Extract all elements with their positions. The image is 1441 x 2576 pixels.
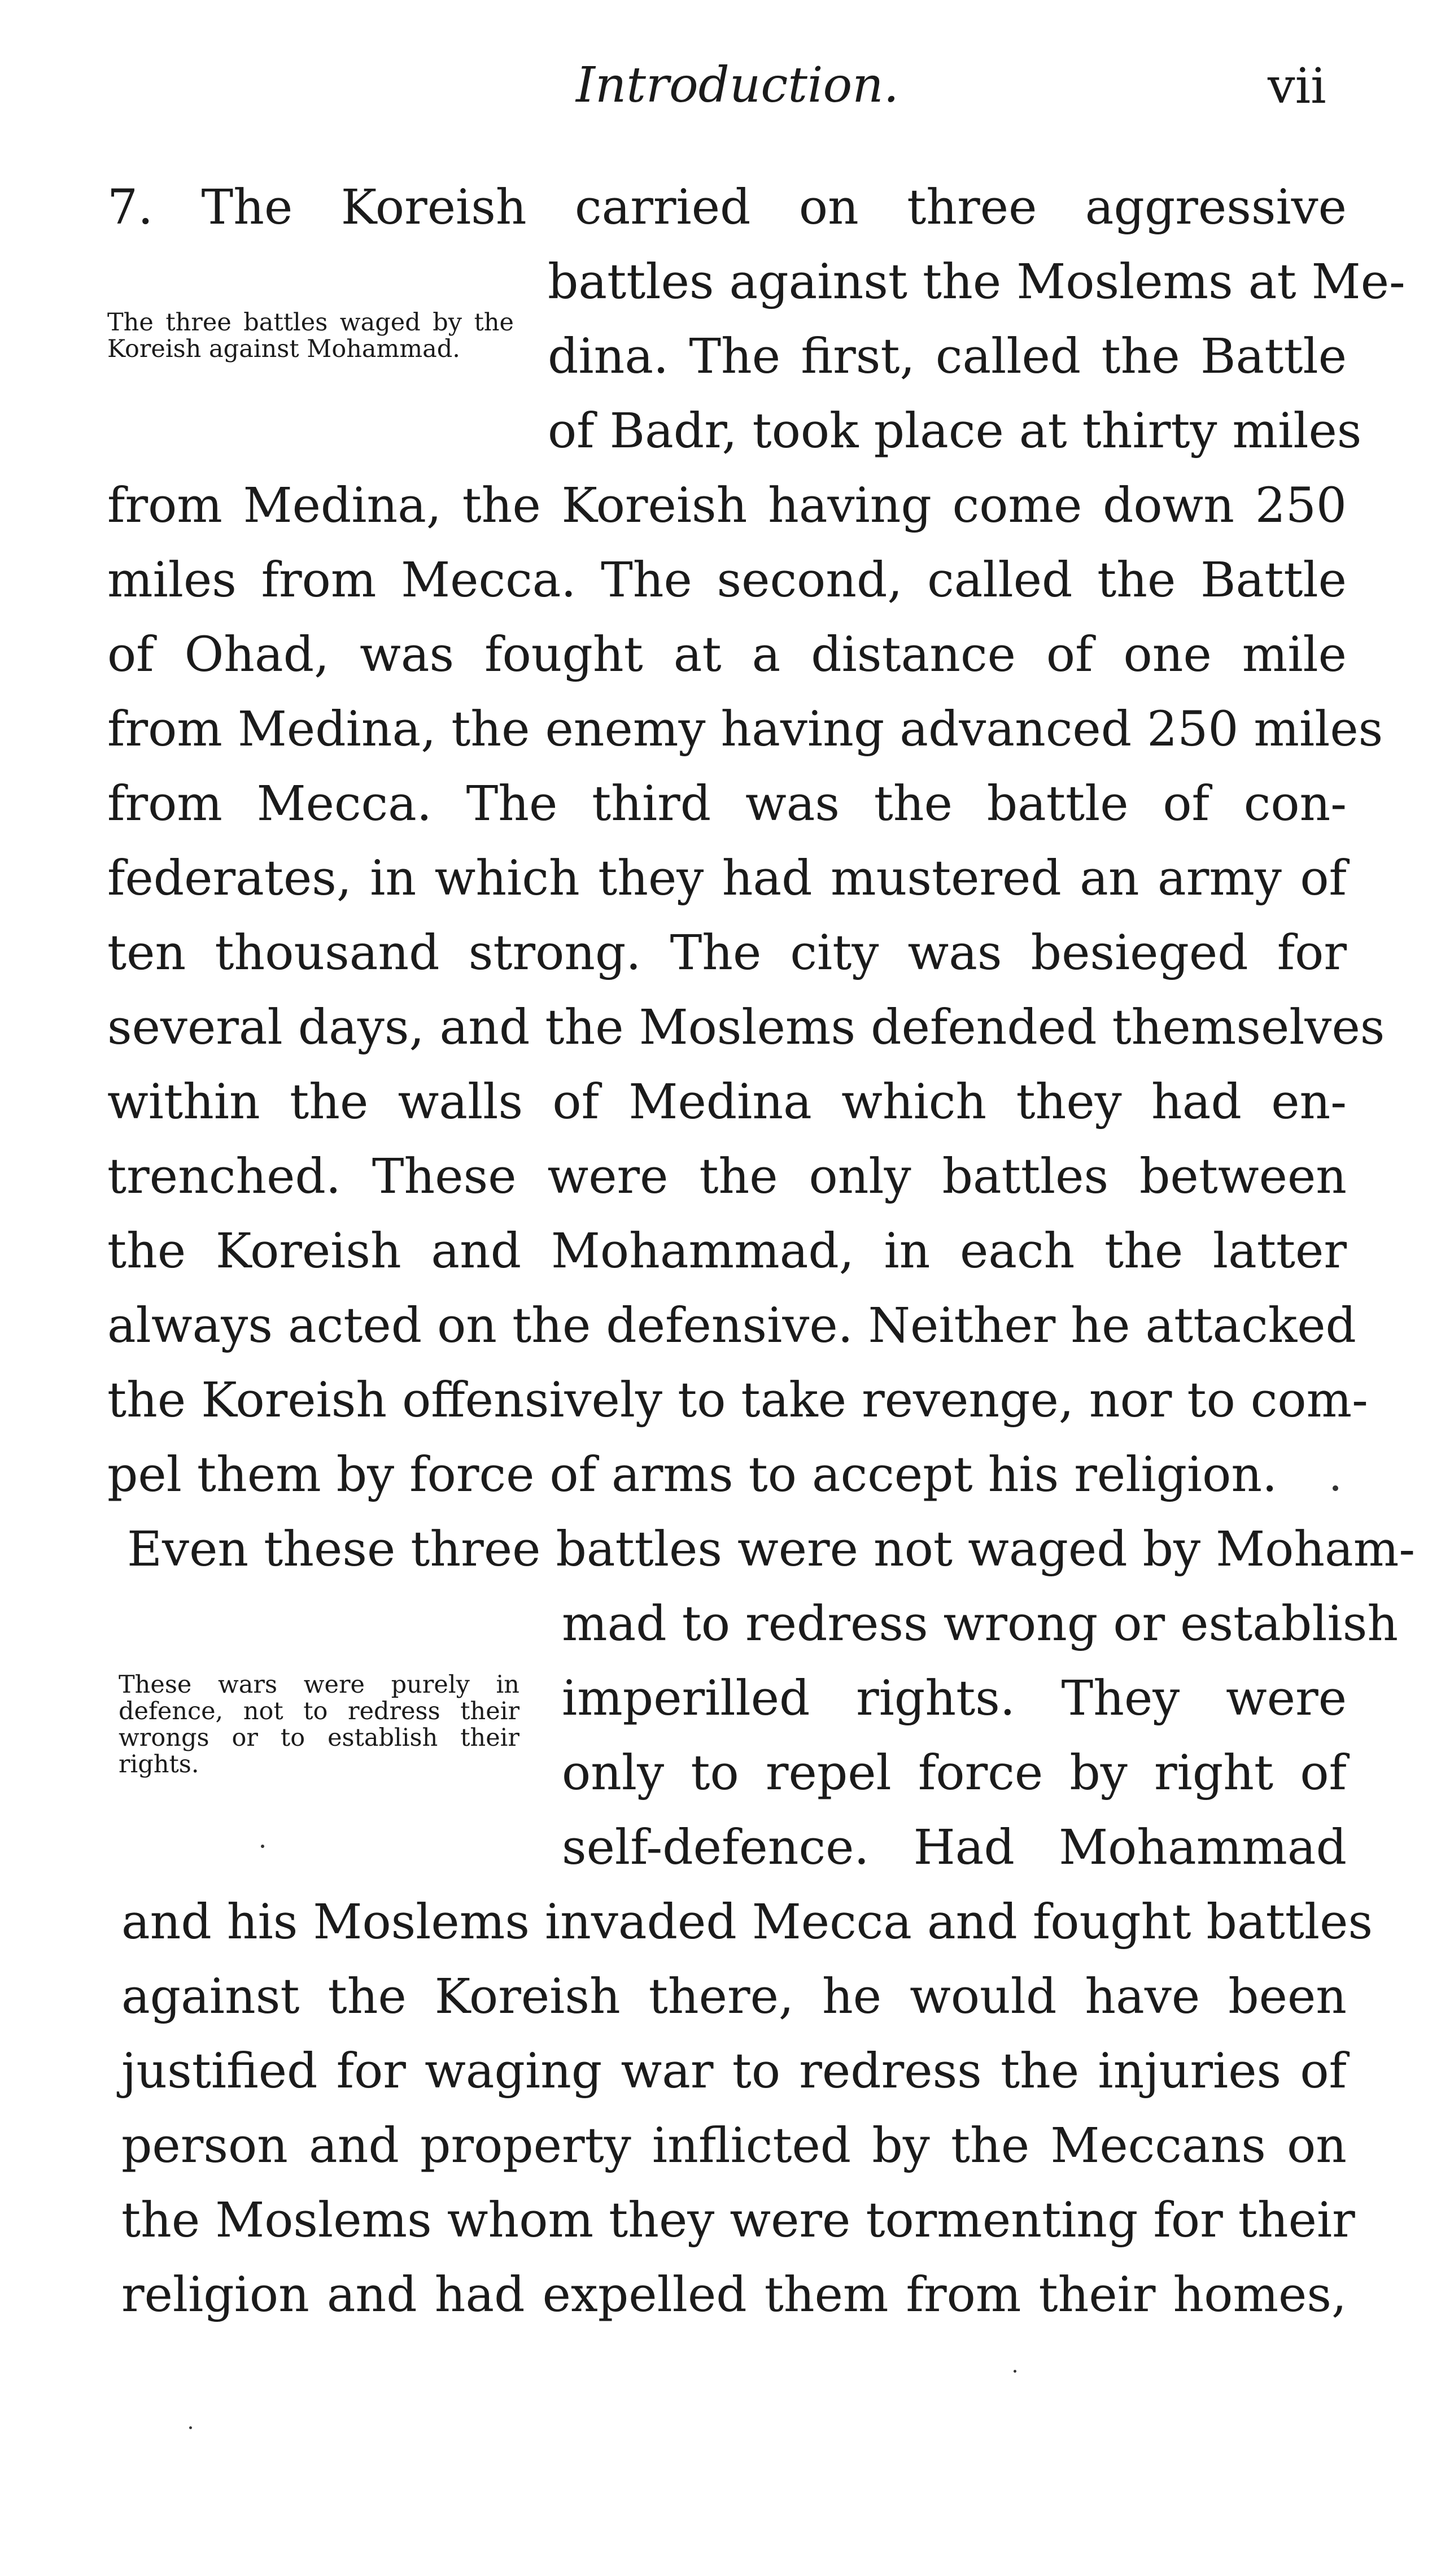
text-line: the Koreish offensively to take revenge, nor to com- bbox=[107, 1372, 1368, 1428]
text-line: religion and had expelled them from their homes, bbox=[121, 2267, 1347, 2323]
print-speck bbox=[1333, 1485, 1338, 1491]
text-line: Even these three battles were not waged by Moham- bbox=[127, 1522, 1416, 1577]
print-speck bbox=[1014, 2370, 1016, 2373]
text-line: and his Moslems invaded Mecca and fought battles bbox=[121, 1894, 1373, 1950]
text-line: the Koreish and Mohammad, in each the latter bbox=[107, 1223, 1347, 1279]
text-line: imperilled rights. They were bbox=[562, 1671, 1347, 1727]
text-line: 7. The Koreish carried on three aggressive bbox=[107, 180, 1347, 236]
running-title: Introduction. bbox=[576, 57, 899, 114]
text-line: battles against the Moslems at Me- bbox=[548, 254, 1405, 310]
margin-note: These wars were purely in defence, not to redress their wrongs or to establish their rights. bbox=[119, 1671, 519, 1779]
text-line: miles from Mecca. The second, called the Battle bbox=[107, 552, 1347, 608]
text-line: only to repel force by right of bbox=[562, 1745, 1347, 1801]
print-speck bbox=[189, 2426, 192, 2429]
text-line: from Medina, the Koreish having come down 250 bbox=[107, 478, 1347, 534]
text-line: justified for waging war to redress the injuries of bbox=[121, 2043, 1347, 2099]
text-line: always acted on the defensive. Neither he attacked bbox=[107, 1298, 1356, 1354]
text-line: federates, in which they had mustered an army of bbox=[107, 851, 1347, 906]
text-line: ten thousand strong. The city was besieged for bbox=[107, 925, 1347, 981]
text-line: within the walls of Medina which they had en- bbox=[107, 1074, 1347, 1130]
margin-note: The three battles waged by the Koreish against Mohammad. bbox=[107, 308, 514, 363]
text-line: pel them by force of arms to accept his religion. bbox=[107, 1447, 1278, 1503]
text-line: mad to redress wrong or establish bbox=[562, 1596, 1399, 1652]
text-line: against the Koreish there, he would have been bbox=[121, 1969, 1347, 2025]
text-line: the Moslems whom they were tormenting for their bbox=[121, 2193, 1355, 2248]
text-line: person and property inflicted by the Meccans on bbox=[121, 2118, 1347, 2174]
text-line: trenched. These were the only battles between bbox=[107, 1149, 1347, 1205]
text-line: several days, and the Moslems defended themselves bbox=[107, 1000, 1385, 1056]
text-line: from Medina, the enemy having advanced 250 miles bbox=[107, 701, 1383, 757]
text-line: dina. The first, called the Battle bbox=[548, 329, 1347, 385]
print-speck bbox=[261, 1845, 264, 1848]
text-line: from Mecca. The third was the battle of con- bbox=[107, 776, 1347, 832]
text-line: of Badr, took place at thirty miles bbox=[548, 403, 1362, 459]
page-number: vii bbox=[1268, 58, 1326, 115]
text-line: of Ohad, was fought at a distance of one mile bbox=[107, 627, 1347, 683]
text-line: self-defence. Had Mohammad bbox=[562, 1820, 1347, 1876]
